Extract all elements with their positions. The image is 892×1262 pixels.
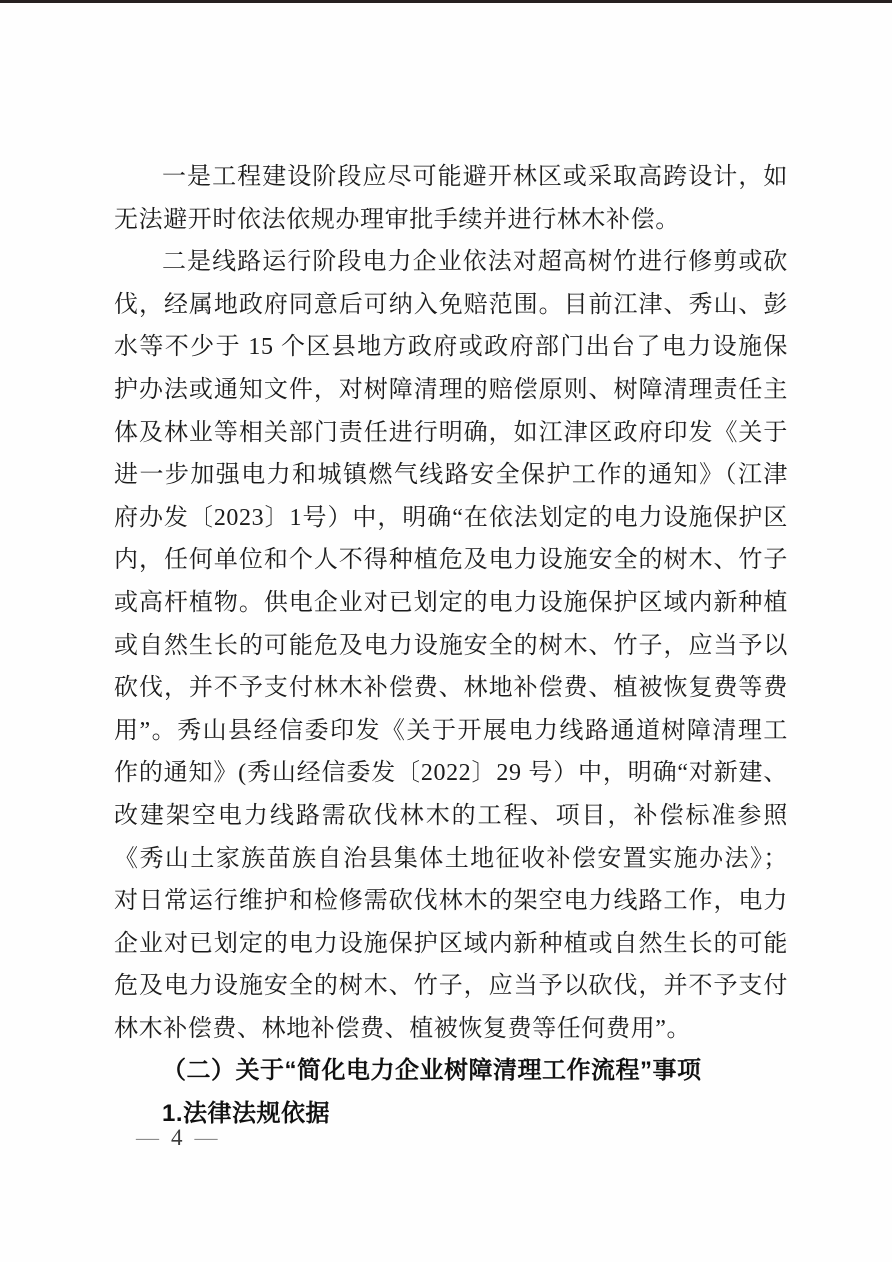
body-paragraph-1: 一是工程建设阶段应尽可能避开林区或采取高跨设计，如无法避开时依法依规办理审批手续并进行林木补偿。: [114, 164, 788, 233]
page-number-value: 4: [171, 1125, 183, 1150]
body-paragraph-2: 二是线路运行阶段电力企业依法对超高树竹进行修剪或砍伐，经属地政府同意后可纳入免赔范围。目前江津、秀山、彭水等不少于 15 个区县地方政府或政府部门出台了电力设施保护办法或通知文件，对树障清理的赔偿原则、树障清理责任主体及林业等相关部门责任进行明确，如江津区政府印发《关于进一步加强电力和城镇燃气线路安全保护工作的通知》（江津府办发〔2023〕1号）中，明确“在依法划定的电力设施保护区内，任何单位和个人不得种植危及电力设施安全的树木、竹子或高杆植物。供电企业对已划定的电力设施保护区域内新种植或自然生长的可能危及电力设施安全的树木、竹子，应当予以砍伐，并不予支付林木补偿费、林地补偿费、植被恢复费等费用”。秀山县经信委印发《关于开展电力线路通道树障清理工作的通知》(秀山经信委发〔2022〕29 号）中，明确“对新建、改建架空电力线路需砍伐林木的工程、项目，补偿标准参照《秀山土家族苗族自治县集体土地征收补偿安置实施办法》；对日常运行维护和检修需砍伐林木的架空电力线路工作，电力企业对已划定的电力设施保护区域内新种植或自然生长的可能危及电力设施安全的树木、竹子，应当予以砍伐，并不予支付林木补偿费、林地补偿费、植被恢复费等任何费用”。: [114, 249, 788, 1042]
page-number-dash-left: —: [136, 1125, 159, 1150]
page-number: [136, 1124, 218, 1152]
page-number-dash-right: —: [194, 1125, 218, 1150]
section-heading: （二）关于“简化电力企业树障清理工作流程”事项: [162, 1057, 702, 1085]
document-body: [114, 156, 788, 1136]
subsection-heading: 1.法律法规依据: [162, 1100, 331, 1128]
scan-artifact-top-line: [0, 0, 892, 3]
